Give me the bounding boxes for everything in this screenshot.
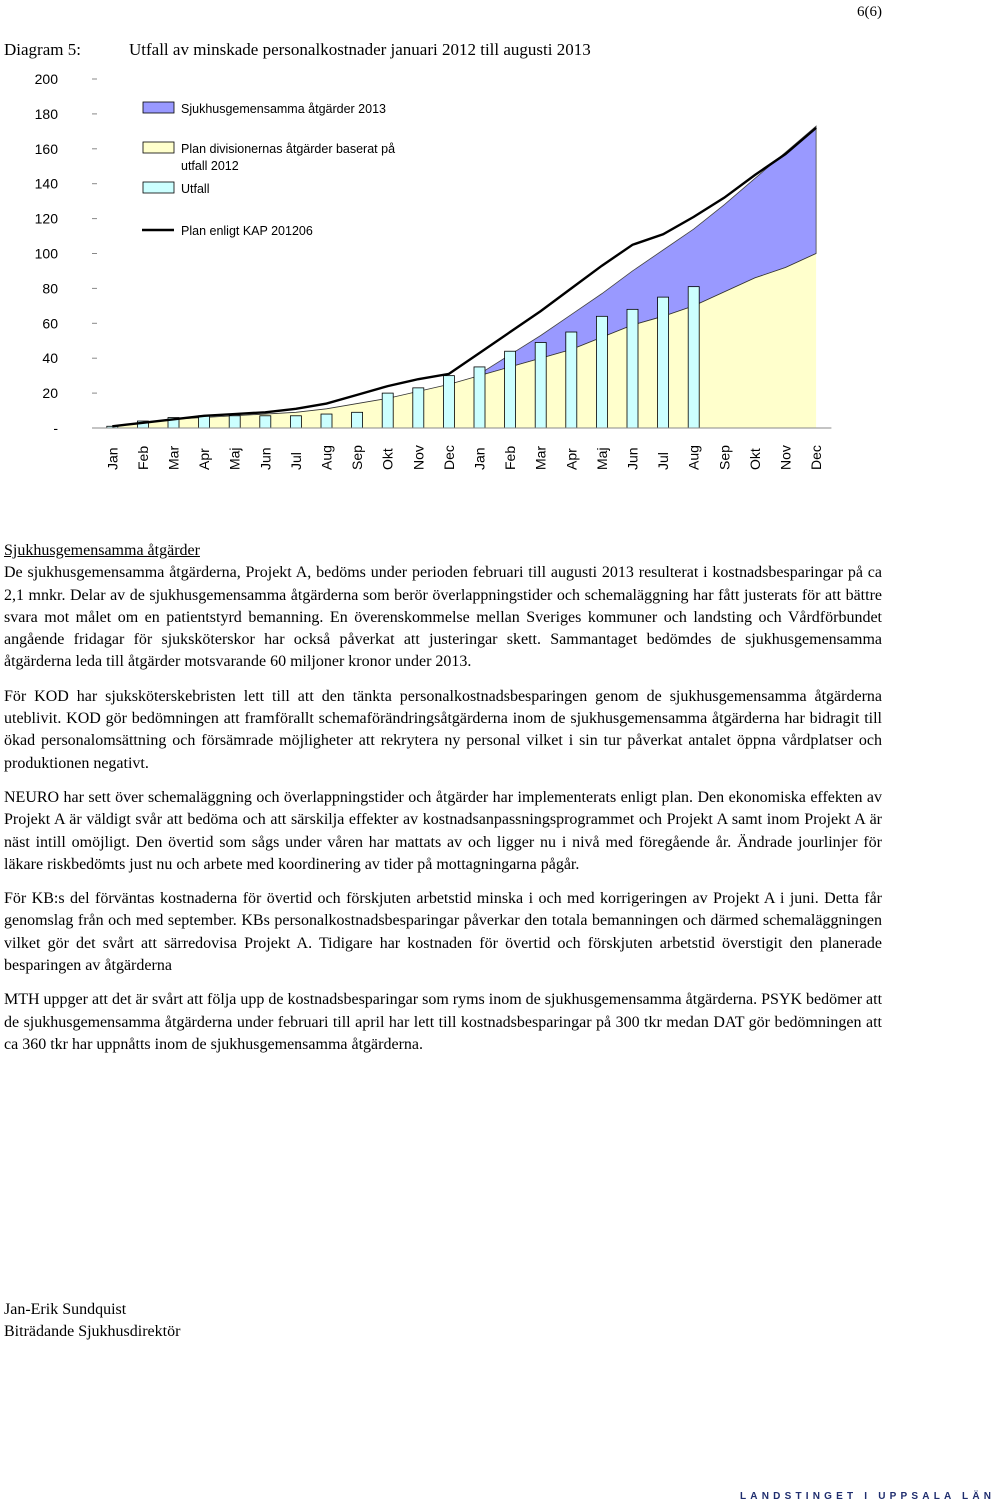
legend-label-sjukhus: Sjukhusgemensamma åtgärder 2013 (181, 102, 386, 116)
bar-utfall-jun-17 (627, 309, 638, 428)
x-tick-label: Jul (287, 452, 304, 470)
x-tick-label: Feb (134, 445, 151, 470)
bar-utfall-apr-3 (199, 416, 210, 428)
legend-label-divisioner-line1: Plan divisionernas åtgärder baserat på (181, 142, 396, 156)
x-tick-label: Mar (532, 445, 549, 470)
bar-utfall-dec-11 (443, 376, 454, 428)
diagram-title (4, 40, 591, 60)
x-tick-label: Mar (165, 445, 182, 470)
bar-utfall-jul-6 (290, 416, 301, 428)
x-tick-label: Jan (471, 447, 488, 470)
signature-name: Jan-Erik Sundquist (4, 1301, 127, 1318)
y-tick-label: 180 (34, 105, 58, 122)
y-tick-label: - (53, 420, 58, 436)
y-tick-label: 120 (34, 210, 58, 227)
x-tick-label: Apr (196, 448, 213, 470)
legend-label-divisioner (181, 142, 395, 173)
bar-utfall-jun-5 (260, 416, 271, 428)
y-tick-label: 200 (34, 71, 58, 87)
x-tick-label: Sep (716, 445, 733, 470)
footer-brand: LANDSTINGET I UPPSALA LÄN (740, 1491, 995, 1502)
bar-utfall-mar-14 (535, 342, 546, 428)
y-tick-label: 20 (42, 385, 58, 402)
legend-label-kap: Plan enligt KAP 201206 (181, 224, 313, 238)
x-tick-label: Maj (593, 447, 610, 470)
y-tick-label: 140 (34, 175, 58, 192)
x-tick-label: Aug (318, 445, 335, 470)
paragraph-5: MTH uppger att det är svårt att följa upp de kostnadsbesparingar som ryms inom de sjukhusgemensamma åtgärderna. PSYK bedömer att de sjukhusgemensamma åtgärderna under februari till april har lett till kostnadsbesparingar på 300 tkr medan DAT gör bedömningen att ca 360 tkr har uppnåtts inom de sjukhusgemensamma åtgärderna. (4, 991, 883, 1053)
bar-utfall-aug-7 (321, 414, 332, 428)
x-tick-label: Dec (440, 445, 457, 470)
bar-utfall-okt-9 (382, 393, 393, 428)
x-tick-label: Jun (257, 447, 274, 470)
bar-utfall-apr-15 (566, 332, 577, 428)
x-tick-label: Nov (410, 445, 427, 470)
paragraph-2: För KOD har sjuksköterskebristen lett till att den tänkta personalkostnadsbesparingen genom de sjukhusgemensamma åtgärderna uteblivit. KOD gör bedömningen att framförallt schemaförändringsåtgärderna inom de sjukhusgemensamma åtgärderna har bidragit till ökad personalomsättning och försämrade möjligheter att rekrytera ny personal vilket i sin tur påverkat antalet öppna vårdplatser och produktionen negativt. (4, 687, 882, 772)
bar-utfall-sep-8 (352, 412, 363, 428)
x-tick-label: Jun (624, 447, 641, 470)
legend-label-divisioner-line2: utfall 2012 (181, 159, 239, 173)
x-tick-label: Feb (502, 445, 519, 470)
bar-utfall-aug-19 (688, 287, 699, 428)
x-tick-label: Jan (104, 447, 121, 470)
signature (4, 1299, 180, 1344)
paragraph-3: NEURO har sett över schemaläggning och överlappningstider och åtgärder har implementerats enligt plan. Den ekonomiska effekten av Projekt A är väldigt svår att bedöma och att särskilja effekter av kostnadsanpassningsprogrammet och Projekt A samt inom Projekt A är näst intill omöjligt. Den övertid som sågs under våren har mattats av och ligger nu i nivå med föregående år. Ändrade jourlinjer för läkare riskbedömts just nu och arbete med koordinering av tider på mottagningarna pågår. (4, 788, 882, 873)
section-heading: Sjukhusgemensamma åtgärder (4, 542, 200, 559)
x-tick-label: Nov (777, 445, 794, 470)
bar-utfall-nov-10 (413, 388, 424, 428)
y-axis (35, 71, 97, 436)
legend-swatch-utfall (143, 182, 174, 193)
bar-utfall-maj-16 (596, 316, 607, 428)
y-tick-label: 40 (42, 350, 58, 367)
legend-swatch-divisioner (143, 142, 174, 153)
y-tick-label: 80 (42, 280, 58, 297)
paragraph-4: För KB:s del förväntas kostnaderna för övertid och förskjuten arbetstid minska i och med korrigeringen av Projekt A i juni. Detta får genomslag från och med september. KBs personalkostnadsbesparingar påverkar den totala bemanningen och därmed schemaläggningen vilket gör det svårt att särredovisa Projekt A. Tidigare har kostnaden för övertid och förskjuten arbetstid överstigit den planerade besparingen av åtgärderna (4, 890, 882, 975)
y-tick-label: 100 (34, 245, 58, 262)
legend-label-utfall: Utfall (181, 182, 210, 196)
bar-utfall-jan-12 (474, 367, 485, 428)
signature-title: Biträdande Sjukhusdirektör (4, 1323, 181, 1341)
y-tick-label: 160 (34, 140, 58, 157)
legend-swatch-sjukhus (143, 102, 174, 113)
x-tick-label: Jul (655, 452, 672, 470)
x-tick-label: Okt (746, 448, 763, 470)
x-tick-label: Okt (379, 448, 396, 470)
chart-legend (142, 102, 395, 238)
diagram-title-text: Utfall av minskade personalkostnader januari 2012 till augusti 2013 (129, 40, 591, 59)
personalkostnader-chart (0, 60, 900, 490)
x-tick-label: Apr (563, 448, 580, 470)
x-tick-label: Dec (808, 445, 825, 470)
x-tick-label: Aug (685, 445, 702, 470)
diagram-label: Diagram 5: (4, 40, 81, 59)
paragraph-1: De sjukhusgemensamma åtgärderna, Projekt A, bedöms under perioden februari till augusti 2013 resulterat i kostnadsbesparingar på ca 2,1 mnkr. Delar av de sjukhusgemensamma åtgärderna som berör överlappningstider och schemaläggning har fått justerats för att bättre svara mot målet om en patientstyrd bemanning. En överenskommelse mellan Sveriges kommuner och landsting och Vårdförbundet angående fridagar för sjuksköterskor har också påverkat att justeringar skett. Sammantaget bedömdes de sjukhusgemensamma åtgärderna leda till åtgärder motsvarande 60 miljoner kronor under 2013. (4, 564, 882, 671)
x-tick-label: Sep (349, 445, 366, 470)
body-text (4, 540, 882, 1068)
x-axis (97, 428, 831, 470)
y-tick-label: 60 (42, 315, 58, 332)
page-number: 6(6) (857, 4, 882, 20)
bar-utfall-jul-18 (658, 297, 669, 428)
bar-utfall-feb-13 (505, 351, 516, 428)
bar-utfall-maj-4 (229, 416, 240, 428)
x-tick-label: Maj (226, 447, 243, 470)
